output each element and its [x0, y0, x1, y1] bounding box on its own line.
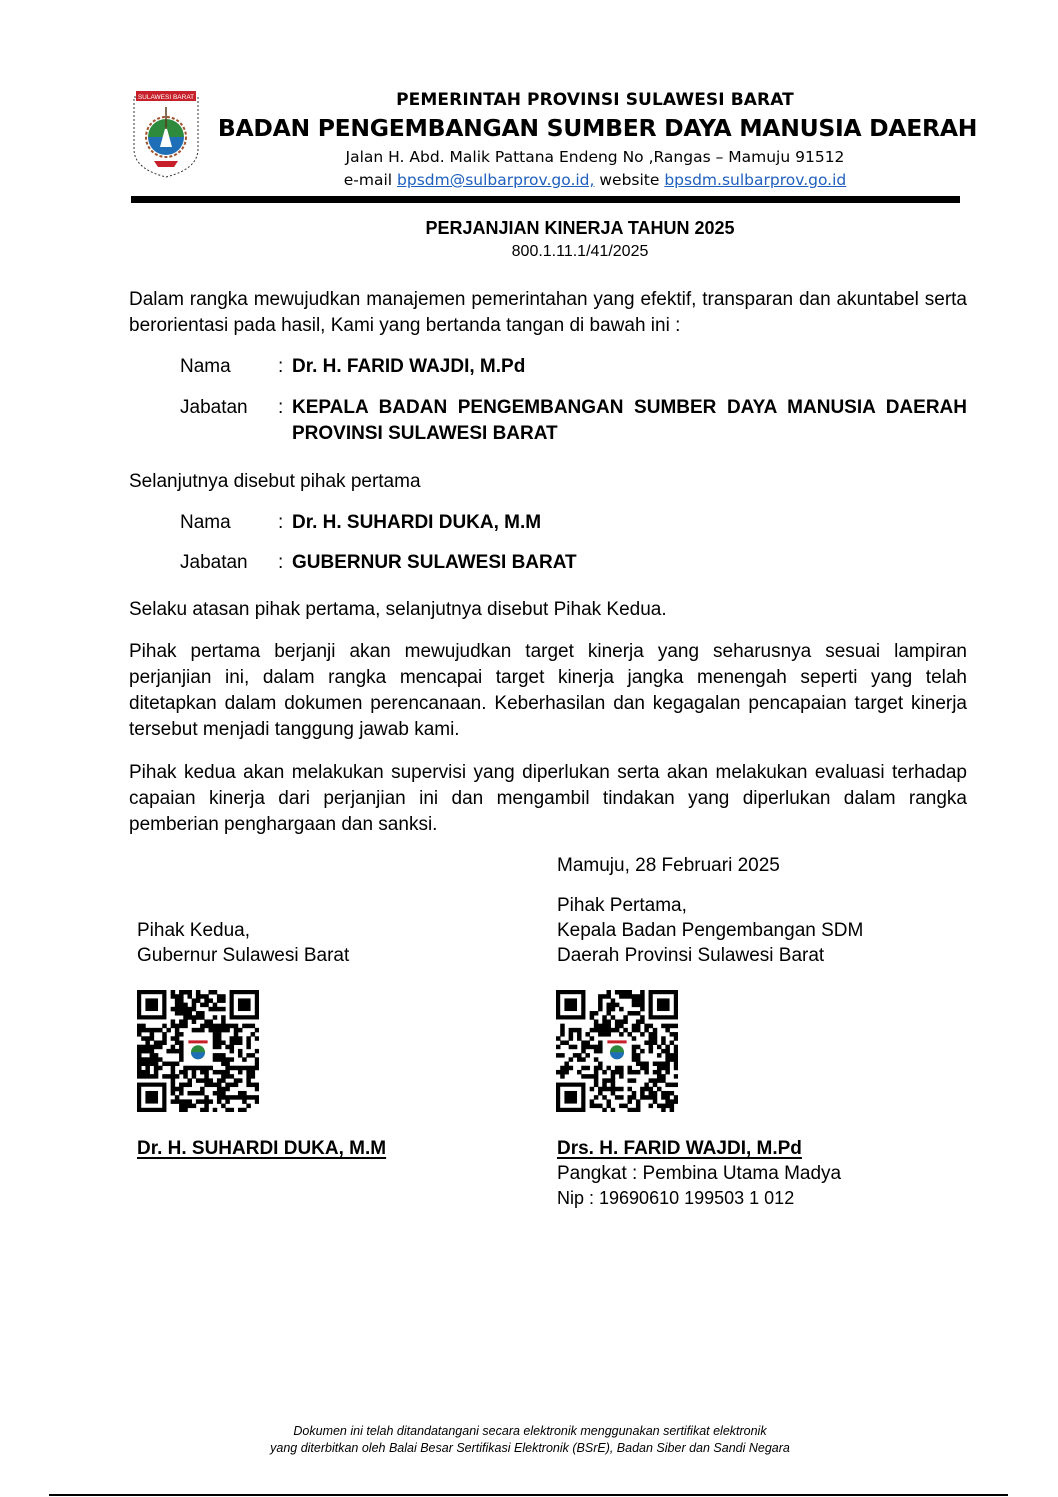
svg-text:SULAWESI BARAT: SULAWESI BARAT: [137, 94, 195, 101]
second-party-position: GUBERNUR SULAWESI BARAT: [292, 552, 577, 573]
first-party-position-row: [180, 395, 967, 447]
intro-paragraph: Dalam rangka mewujudkan manajemen pemerintahan yang efektif, transparan dan akuntabel serta berorientasi pada hasil, Kami yang bertanda tangan di bawah ini :: [129, 289, 967, 336]
first-party-signer-name: Drs. H. FARID WAJDI, M.Pd: [557, 1138, 802, 1159]
signature-title-line1: Kepala Badan Pengembangan SDM: [557, 920, 864, 941]
notice-line-1: Dokumen ini telah ditandatangani secara elektronik menggunakan sertifikat elektronik: [293, 1424, 767, 1438]
email-label: e-mail: [343, 171, 398, 189]
letterhead-rule: [131, 196, 960, 203]
signature-role: Pihak Pertama,: [557, 895, 687, 916]
position-label: Jabatan: [180, 397, 248, 418]
agency-address: Jalan H. Abd. Malik Pattana Endeng No ,Rangas – Mamuju 91512: [345, 148, 845, 166]
document-number: 800.1.11.1/41/2025: [511, 243, 649, 260]
website-link[interactable]: bpsdm.sulbarprov.go.id: [664, 171, 847, 189]
first-party-note: Selanjutnya disebut pihak pertama: [129, 471, 421, 492]
signer-nip: Nip : 19690610 199503 1 012: [557, 1188, 795, 1208]
second-party-note: Selaku atasan pihak pertama, selanjutnya disebut Pihak Kedua.: [129, 599, 667, 620]
first-party-name-row: [180, 354, 967, 380]
footer-rule: [49, 1494, 1008, 1496]
first-party-position: KEPALA BADAN PENGEMBANGAN SUMBER DAYA MANUSIA DAERAH PROVINSI SULAWESI BARAT: [292, 397, 967, 444]
place-date: Mamuju, 28 Februari 2025: [557, 855, 780, 876]
colon: :: [278, 512, 284, 533]
email-link[interactable]: bpsdm@sulbarprov.go.id,: [397, 171, 595, 189]
website-label: website: [594, 171, 665, 189]
first-party-signer: [557, 1138, 841, 1211]
agency-contact: [230, 171, 960, 189]
signature-title: Gubernur Sulawesi Barat: [137, 945, 350, 966]
document-title: PERJANJIAN KINERJA TAHUN 2025: [425, 218, 735, 238]
colon: :: [278, 356, 284, 377]
government-name: PEMERINTAH PROVINSI SULAWESI BARAT: [396, 90, 794, 110]
position-label: Jabatan: [180, 552, 248, 573]
electronic-signature-notice: [120, 1423, 940, 1457]
name-label: Nama: [180, 512, 231, 533]
second-party-signer-name: Dr. H. SUHARDI DUKA, M.M: [137, 1138, 387, 1159]
second-party-position-row: [180, 550, 967, 576]
colon: :: [278, 397, 284, 418]
agency-name: BADAN PENGEMBANGAN SUMBER DAYA MANUSIA DAERAH: [217, 114, 978, 142]
commitment-paragraph: Pihak pertama berjanji akan mewujudkan target kinerja yang seharusnya sesuai lampiran perjanjian ini, dalam rangka mencapai target kinerja jangka menengah seperti yang telah ditetapkan dalam dokumen perencanaan. Keberhasilan dan kegagalan pencapaian target kinerja tersebut menjadi tanggung jawab kami.: [129, 641, 967, 740]
signer-rank: Pangkat : Pembina Utama Madya: [557, 1163, 842, 1184]
notice-line-2: yang diterbitkan oleh Balai Besar Sertifikasi Elektronik (BSrE), Badan Siber dan Sandi Negara: [270, 1441, 790, 1455]
signature-title-line2: Daerah Provinsi Sulawesi Barat: [557, 945, 825, 966]
signature-role: Pihak Kedua,: [137, 920, 251, 941]
second-party-signature-block: [137, 918, 349, 968]
supervision-paragraph: Pihak kedua akan melakukan supervisi yang diperlukan serta akan melakukan evaluasi terhadap capaian kinerja dari perjanjian ini dan mengambil tindakan yang diperlukan dalam rangka pemberian penghargaan dan sanksi.: [129, 762, 967, 835]
signature-qr-code-left: [137, 990, 259, 1117]
first-party-name: Dr. H. FARID WAJDI, M.Pd: [292, 356, 526, 377]
name-label: Nama: [180, 356, 231, 377]
provincial-logo: [128, 89, 204, 179]
second-party-name-row: [180, 510, 967, 536]
colon: :: [278, 552, 284, 573]
signature-qr-code-right: [556, 990, 678, 1117]
second-party-name: Dr. H. SUHARDI DUKA, M.M: [292, 512, 542, 533]
first-party-signature-block: [557, 893, 863, 968]
